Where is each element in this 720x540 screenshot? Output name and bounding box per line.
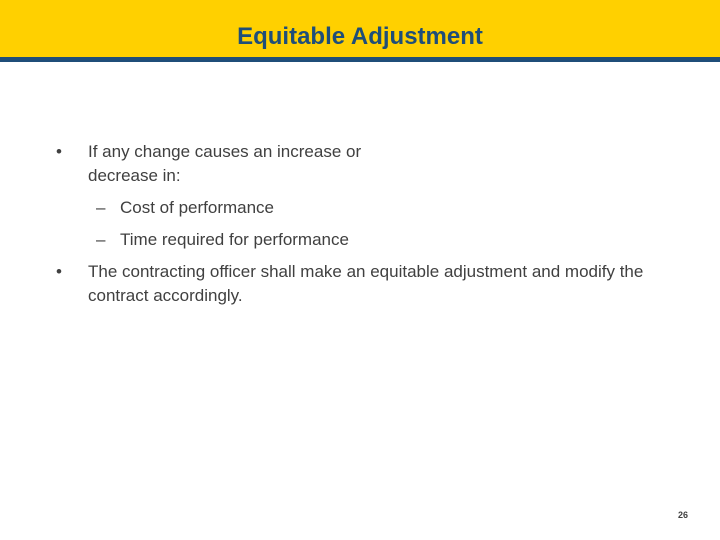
page-number: 26	[677, 510, 688, 520]
sub-item	[56, 196, 656, 220]
bullet-text: The contracting officer shall make an equitable adjustment and modify the contract accordingly.	[88, 262, 644, 305]
bullet-marker: •	[56, 262, 62, 281]
dash-marker: –	[96, 198, 106, 217]
bullet-item	[56, 260, 656, 308]
header-rule	[0, 57, 720, 62]
slide-title: Equitable Adjustment	[237, 23, 483, 50]
bullet-text: If any change causes an increase or decrease in:	[88, 142, 362, 185]
bullet-marker: •	[56, 142, 62, 161]
bullet-item	[56, 140, 656, 188]
sub-item-text: Cost of performance	[120, 198, 275, 217]
sub-item	[56, 228, 656, 252]
sub-list	[56, 196, 656, 252]
content-body	[56, 140, 656, 314]
dash-marker: –	[96, 230, 106, 249]
sub-item-text: Time required for performance	[120, 230, 349, 249]
